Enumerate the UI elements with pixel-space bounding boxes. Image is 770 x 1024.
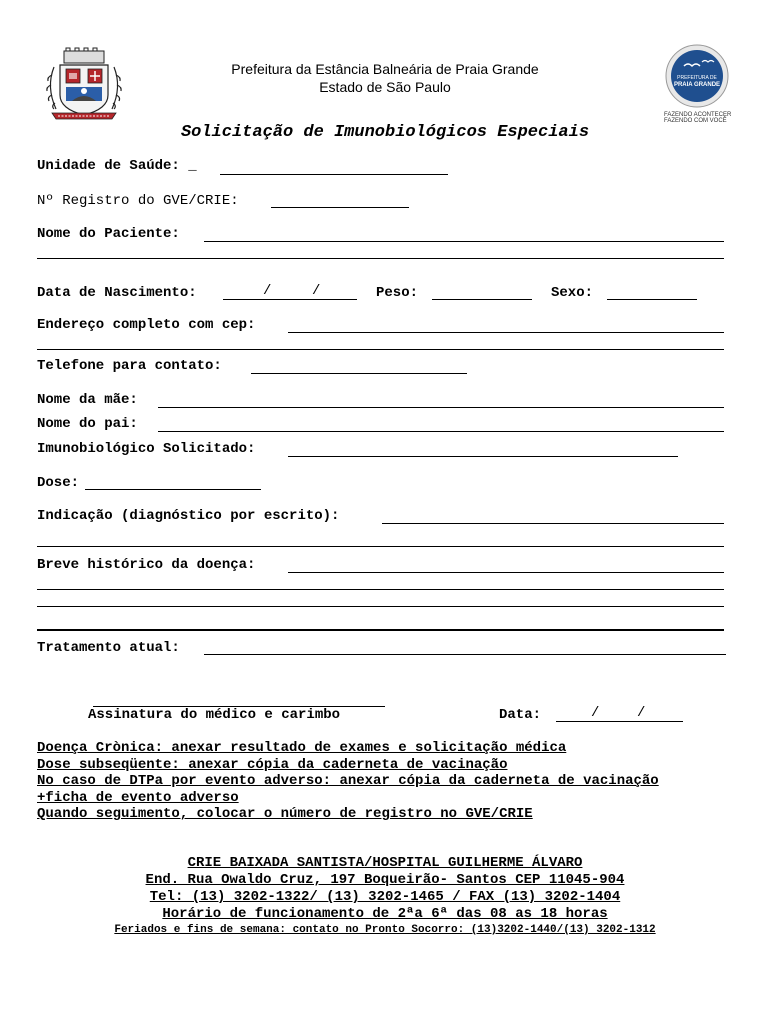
field-label-tratamento: Tratamento atual: — [37, 640, 180, 656]
field-label-mae: Nome da mãe: — [37, 392, 138, 408]
praia-grande-logo-icon — [662, 44, 732, 110]
field-line-endereco-1[interactable] — [288, 332, 724, 333]
logo-tagline-2: FAZENDO COM VOCÊ — [664, 118, 727, 124]
field-label-pai: Nome do pai: — [37, 416, 138, 432]
field-label-unidade: Unidade de Saúde: _ — [37, 158, 197, 174]
field-line-nascimento[interactable] — [223, 299, 357, 300]
field-label-nascimento: Data de Nascimento: — [37, 285, 197, 301]
field-line-mae[interactable] — [158, 407, 724, 408]
field-line-unidade[interactable] — [220, 174, 448, 175]
field-label-indicacao: Indicação (diagnóstico por escrito): — [37, 508, 340, 524]
field-line-peso[interactable] — [432, 299, 532, 300]
field-label-registro: Nº Registro do GVE/CRIE: — [37, 193, 239, 209]
sig-date-slash-2: / — [637, 705, 646, 721]
field-label-paciente: Nome do Paciente: — [37, 226, 180, 242]
note-3: No caso de DTPa por evento adverso: anexar cópia da caderneta de vacinação — [37, 773, 659, 789]
footer-line-3: Tel: (13) 3202-1322/ (13) 3202-1465 / FAX (13) 3202-1404 — [149, 889, 621, 905]
footer-line-1: CRIE BAIXADA SANTISTA/HOSPITAL GUILHERME ÁLVARO — [187, 855, 583, 871]
field-line-telefone[interactable] — [251, 373, 467, 374]
field-line-sexo[interactable] — [607, 299, 697, 300]
field-line-imuno[interactable] — [288, 456, 678, 457]
footer-line-2: End. Rua Owaldo Cruz, 197 Boqueirão- Santos CEP 11045-904 — [145, 872, 625, 888]
logo-text-2: PRAIA GRANDE — [673, 82, 721, 88]
field-line-indicacao-2[interactable] — [37, 546, 724, 547]
field-label-dose: Dose: — [37, 475, 80, 491]
logo-text-1: PREFEITURA DE — [677, 75, 717, 81]
signature-label: Assinatura do médico e carimbo — [88, 707, 341, 723]
field-line-historico-3[interactable] — [37, 606, 724, 607]
date-slash-1: / — [263, 283, 272, 299]
header-line-1: Prefeitura da Estância Balneária de Praia Grande — [231, 61, 539, 77]
field-line-dose[interactable] — [85, 489, 261, 490]
field-line-registro[interactable] — [271, 207, 409, 208]
field-line-indicacao-1[interactable] — [382, 523, 724, 524]
field-line-historico-1[interactable] — [288, 572, 724, 573]
logo-tagline-1: FAZENDO ACONTECER — [664, 112, 732, 118]
field-line-endereco-2[interactable] — [37, 349, 724, 350]
header-line-2: Estado de São Paulo — [319, 79, 451, 95]
signature-date-line[interactable] — [556, 721, 683, 722]
city-crest-icon — [44, 47, 124, 127]
note-4: +ficha de evento adverso — [37, 789, 239, 806]
date-slash-2: / — [312, 283, 321, 299]
field-label-imuno: Imunobiológico Solicitado: — [37, 441, 256, 457]
footer-line-5: Feriados e fins de semana: contato no Pronto Socorro: (13)3202-1440/(13) 3202-1312 — [114, 924, 656, 936]
field-label-telefone: Telefone para contato: — [37, 358, 222, 374]
note-5: Quando seguimento, colocar o número de registro no GVE/CRIE — [37, 806, 533, 822]
field-label-peso: Peso: — [376, 285, 419, 301]
field-line-pai[interactable] — [158, 431, 724, 432]
note-1: Doença Crònica: anexar resultado de exames e solicitação médica — [37, 740, 567, 756]
field-label-sexo: Sexo: — [551, 285, 594, 301]
field-label-endereco: Endereço completo com cep: — [37, 317, 256, 333]
note-2: Dose subseqüente: anexar cópia da caderneta de vacinação — [37, 756, 508, 773]
field-label-historico: Breve histórico da doença: — [37, 557, 256, 573]
sig-date-slash-1: / — [591, 705, 600, 721]
field-line-paciente-2[interactable] — [37, 258, 724, 259]
form-title: Solicitação de Imunobiológicos Especiais — [180, 123, 590, 142]
signature-date-label: Data: — [499, 707, 542, 723]
footer-line-4: Horário de funcionamento de 2ªa 6ª das 08 as 18 horas — [162, 906, 608, 922]
field-line-historico-4[interactable] — [37, 629, 724, 631]
field-line-tratamento[interactable] — [204, 654, 726, 655]
field-line-historico-2[interactable] — [37, 589, 724, 590]
notes-block — [37, 740, 659, 823]
field-line-paciente-1[interactable] — [204, 241, 724, 242]
